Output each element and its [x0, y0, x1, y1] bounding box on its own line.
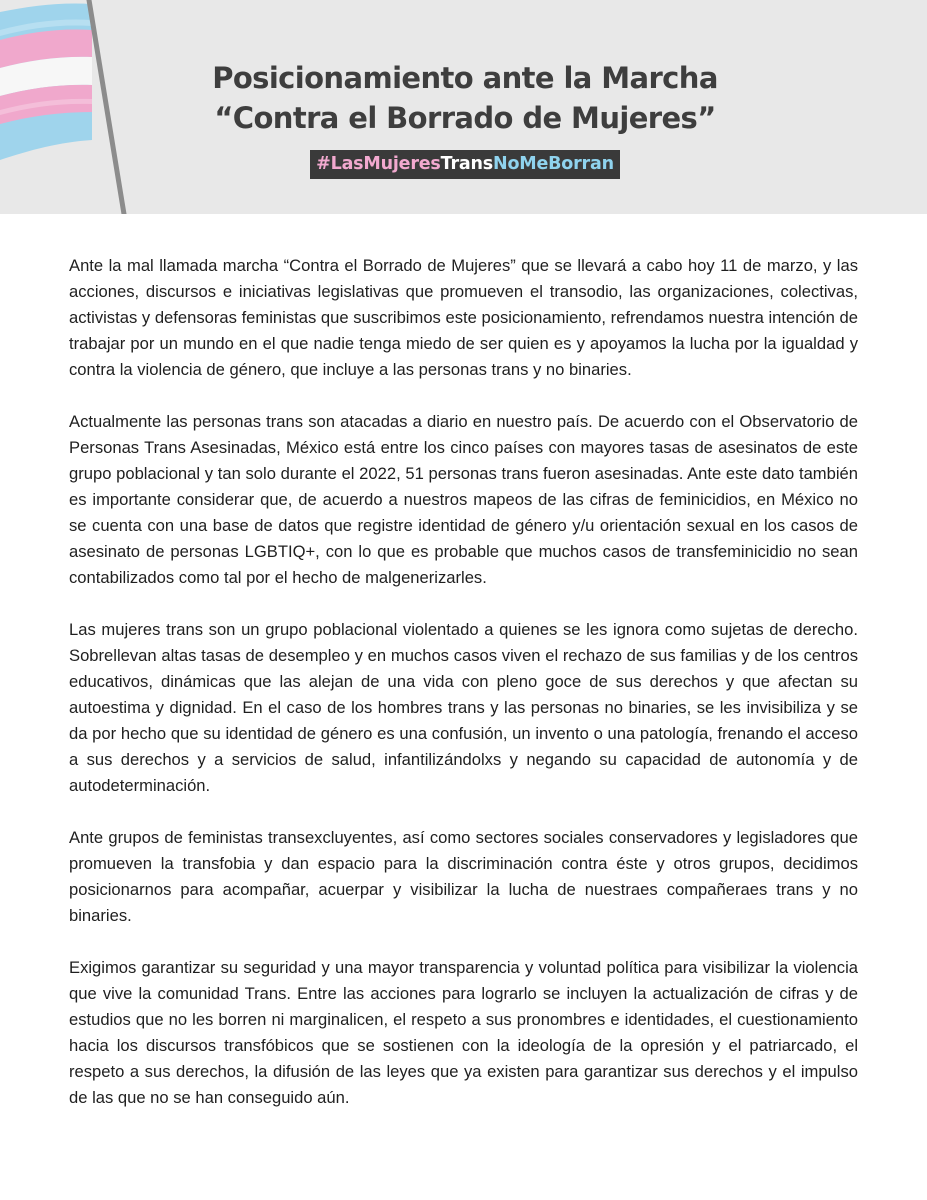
title-block	[190, 58, 740, 179]
page-title: Posicionamiento ante la Marcha	[212, 61, 718, 95]
trans-flag-icon	[0, 0, 140, 214]
hashtag-part-3: NoMeBorran	[493, 154, 614, 174]
page-subtitle: “Contra el Borrado de Mujeres”	[214, 101, 716, 135]
paragraph-5: Exigimos garantizar su seguridad y una mayor transparencia y voluntad política para visibilizar la violencia que vive la comunidad Trans. Entre las acciones para lograrlo se incluyen la actualización de cifras y de estudios que no les borren ni marginalicen, el respeto a sus pronombres e identidades, el cuestionamiento hacia los discursos transfóbicos que se sostienen con la ideología de la opresión y el patriarcado, el respeto a sus derechos, la difusión de las leyes que ya existen para garantizar sus derechos y el impulso de las que no se han conseguido aún.	[69, 958, 858, 1107]
paragraph-4: Ante grupos de feministas transexcluyentes, así como sectores sociales conservadores y legisladores que promueven la transfobia y dan espacio para la discriminación contra éste y otros grupos, decidimos posicionarnos para acompañar, acuerpar y visibilizar la lucha de nuestraes compañeraes trans y no binaries.	[69, 828, 858, 925]
paragraph-1: Ante la mal llamada marcha “Contra el Borrado de Mujeres” que se llevará a cabo hoy 11 de marzo, y las acciones, discursos e iniciativas legislativas que promueven el transodio, las organizaciones, colectivas, activistas y defensoras feministas que suscribimos este posicionamiento, refrendamos nuestra intención de trabajar por un mundo en el que nadie tenga miedo de ser quien es y apoyamos la lucha por la igualdad y contra la violencia de género, que incluye a las personas trans y no binaries.	[69, 256, 858, 379]
statement-body	[69, 253, 858, 1137]
paragraph-3: Las mujeres trans son un grupo poblacional violentado a quienes se les ignora como sujetas de derecho. Sobrellevan altas tasas de desempleo y en muchos casos viven el rechazo de sus familias y de los centros educativos, dinámicas que las alejan de una vida con pleno goce de sus derechos y que afectan su autoestima y dignidad. En el caso de los hombres trans y las personas no binaries, se les invisibiliza y se da por hecho que su identidad de género es una confusión, un invento o una patología, frenando el acceso a sus derechos y a servicios de salud, infantilizándolxs y negando su capacidad de autonomía y de autodeterminación.	[69, 620, 858, 795]
hashtag-part-2: Trans	[440, 154, 493, 174]
paragraph-2: Actualmente las personas trans son atacadas a diario en nuestro país. De acuerdo con el Observatorio de Personas Trans Asesinadas, México está entre los cinco países con mayores tasas de asesinatos de este grupo poblacional y tan solo durante el 2022, 51 personas trans fueron asesinadas. Ante este dato también es importante considerar que, de acuerdo a nuestros mapeos de las cifras de feminicidios, en México no se cuenta con una base de datos que registre identidad de género y/u orientación sexual en los casos de asesinato de personas LGBTIQ+, con lo que es probable que muchos casos de transfeminicidio no sean contabilizados como tal por el hecho de malgenerizarles.	[69, 412, 858, 587]
hashtag-badge	[310, 150, 620, 179]
hashtag-part-1: #LasMujeres	[316, 154, 441, 174]
header-banner	[0, 0, 927, 214]
